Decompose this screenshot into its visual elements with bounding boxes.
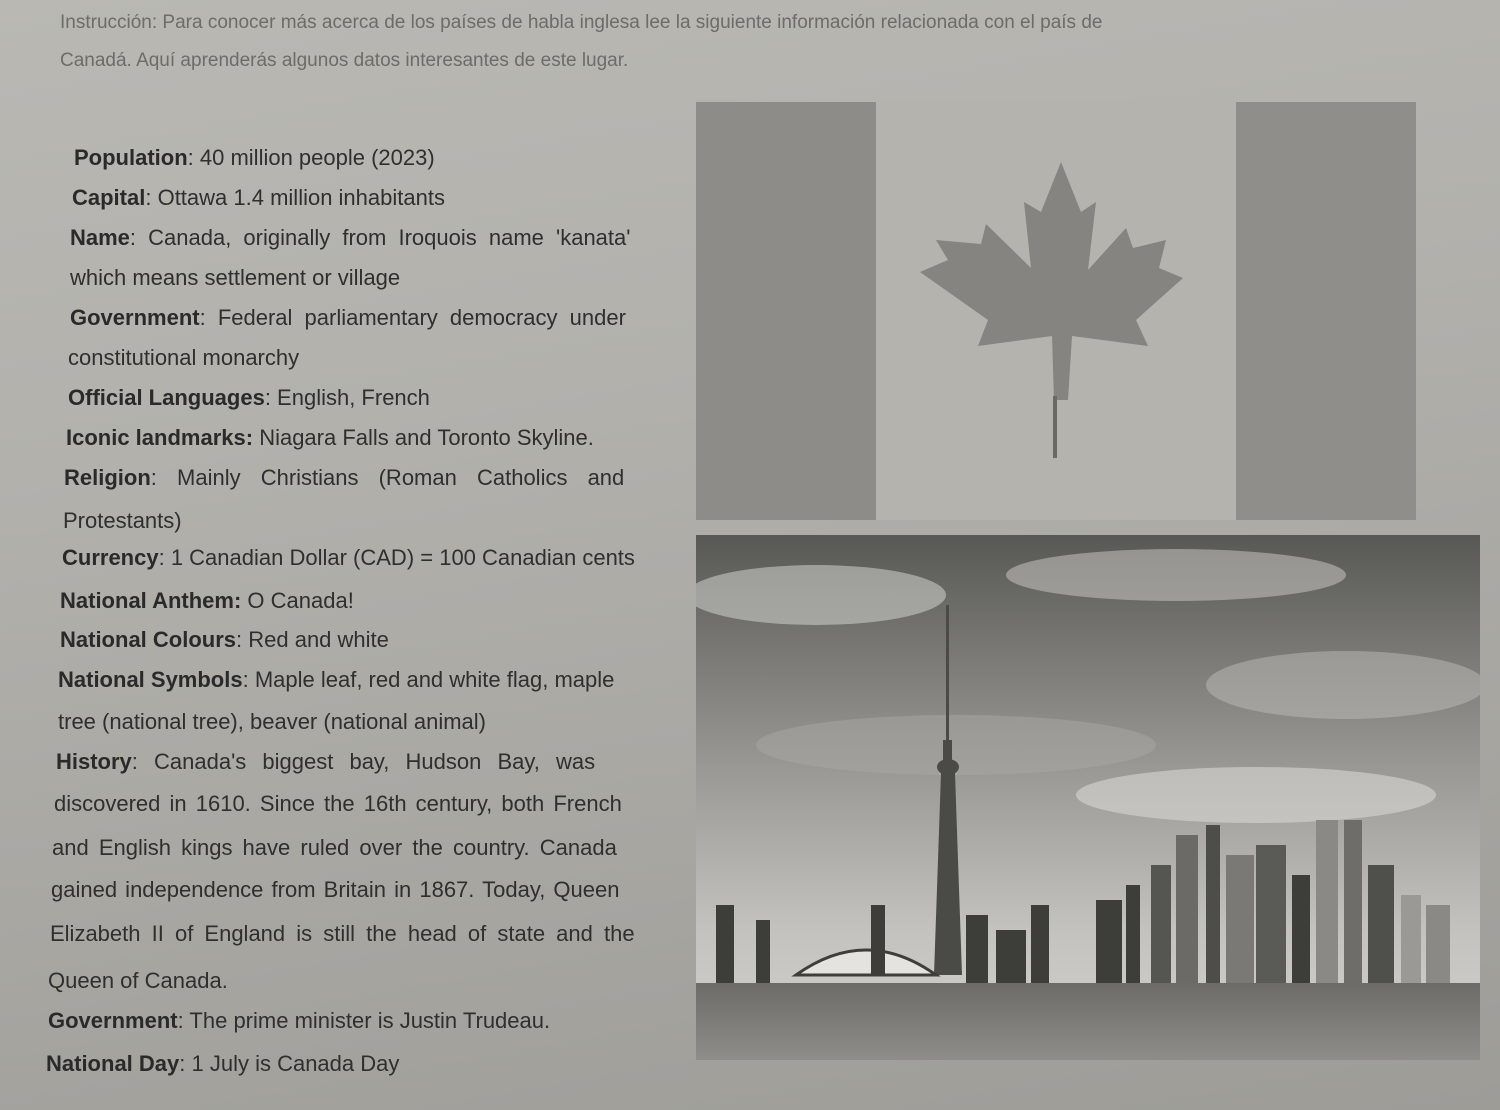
lake-water xyxy=(696,983,1480,1060)
instructions-line-2: Canadá. Aquí aprenderás algunos datos interesantes de este lugar. xyxy=(60,50,629,71)
fact-history-line-3: and English kings have ruled over the country. Canada xyxy=(52,835,617,860)
fact-colours: National Colours: Red and white xyxy=(60,627,389,652)
fact-population: Population: 40 million people (2023) xyxy=(74,145,435,170)
fact-history-line-4: gained independence from Britain in 1867. Today, Queen xyxy=(51,877,620,902)
fact-religion-cont: Protestants) xyxy=(63,508,182,533)
flag-right-band xyxy=(1236,102,1416,520)
fact-symbols: National Symbols: Maple leaf, red and white flag, maple xyxy=(58,667,615,692)
fact-government-cont: constitutional monarchy xyxy=(68,345,300,370)
fact-anthem: National Anthem: O Canada! xyxy=(60,588,354,613)
flag-left-band xyxy=(696,102,876,520)
canada-flag-image xyxy=(696,100,1416,520)
fact-languages: Official Languages: English, French xyxy=(68,385,430,410)
fact-currency: Currency: 1 Canadian Dollar (CAD) = 100 Canadian cents xyxy=(62,545,635,570)
fact-history-line-2: discovered in 1610. Since the 16th century, both French xyxy=(54,791,622,816)
fact-name: Name: Canada, originally from Iroquois name 'kanata' xyxy=(70,225,631,250)
fact-national-day: National Day: 1 July is Canada Day xyxy=(46,1051,400,1076)
fact-name-cont: which means settlement or village xyxy=(70,265,401,290)
fact-prime-minister: Government: The prime minister is Justin Trudeau. xyxy=(48,1008,551,1033)
instructions xyxy=(60,4,1490,80)
instructions-line-1: Instrucción: Para conocer más acerca de los países de habla inglesa lee la siguiente información relacionada con el país de xyxy=(60,12,1103,33)
fact-history: History: Canada's biggest bay, Hudson Bay, was xyxy=(56,749,596,774)
toronto-skyline-image xyxy=(696,535,1480,1060)
fact-government-form: Government: Federal parliamentary democracy under xyxy=(70,305,626,330)
fact-symbols-cont: tree (national tree), beaver (national animal) xyxy=(58,709,487,734)
fact-capital: Capital: Ottawa 1.4 million inhabitants xyxy=(72,185,445,210)
fact-history-line-6: Queen of Canada. xyxy=(48,968,228,993)
fact-landmarks: Iconic landmarks: Niagara Falls and Toronto Skyline. xyxy=(66,425,594,450)
fact-religion: Religion: Mainly Christians (Roman Catholics and xyxy=(64,465,625,490)
fact-history-line-5: Elizabeth II of England is still the head of state and the xyxy=(50,921,635,946)
